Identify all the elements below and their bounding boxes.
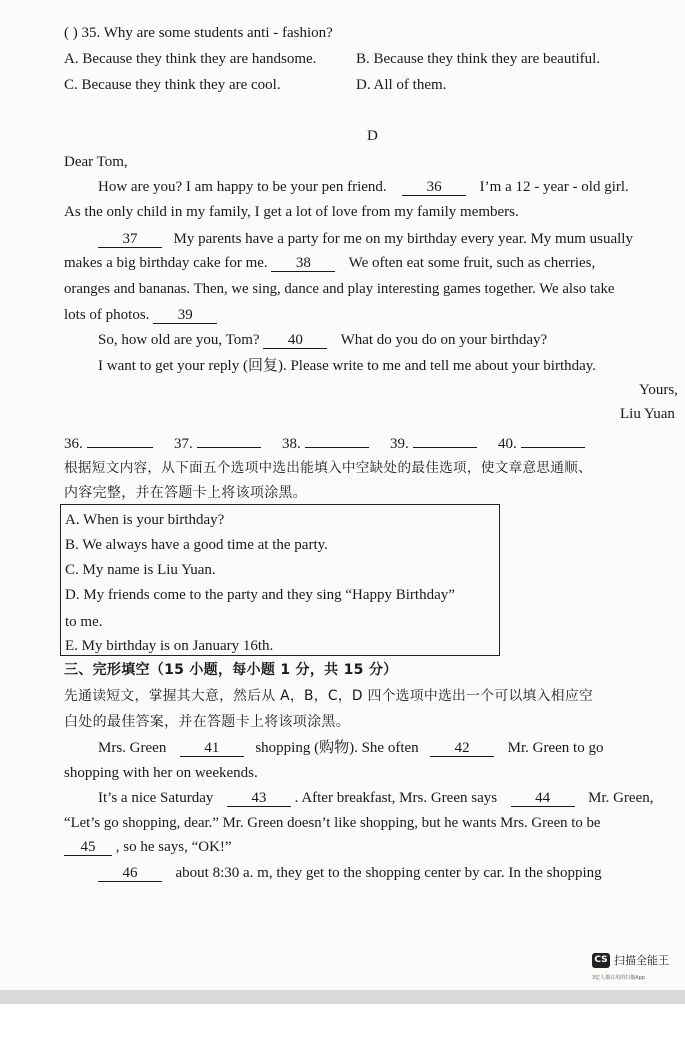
blank-45: 45 [64,840,112,856]
blank-38: 38 [271,256,335,272]
letter-line-1 [98,178,629,196]
instruction-d-line-2: 内容完整，并在答题卡上将该项涂黑。 [64,485,308,501]
letter-line-7 [98,331,547,349]
option-box-a: A. When is your birthday? [65,512,225,528]
letter-line-2: As the only child in my family, I get a lot of love from my family members. [64,204,519,220]
letter-line-5: oranges and bananas. Then, we sing, dance and play interesting games together. We also take [64,281,615,297]
letter-signature: Liu Yuan [620,406,675,422]
blank-39: 39 [153,308,217,324]
camscanner-tagline: 3亿人都在用的扫描App [592,975,645,981]
letter-closing: Yours, [639,382,678,398]
answer-blank-36 [87,433,153,448]
answer-blank-39 [413,433,477,448]
option-35-b: B. Because they think they are beautiful. [356,51,601,67]
section-3-instruction-2: 白处的最佳答案，并在答题卡上将该项涂黑。 [64,714,350,730]
section-3-title: 三、完形填空（15 小题，每小题 1 分，共 15 分） [64,662,398,678]
letter-text: lots of photos. [64,307,150,323]
answer-blanks-row [64,433,585,453]
blank-36: 36 [402,180,466,196]
answer-label-38: 38. [282,436,301,452]
cloze-text: . After breakfast, Mrs. Green says [294,790,498,806]
cloze-text: Mr. Green to go [507,740,604,756]
letter-text: My parents have a party for me on my birthday every year. My mum usually [173,231,633,247]
option-box-d: D. My friends come to the party and they sing “Happy Birthday” [65,587,455,603]
letter-line-4 [64,254,595,272]
cloze-text: , so he says, “OK!” [115,839,232,855]
instruction-d-line-1: 根据短文内容，从下面五个选项中选出能填入中空缺处的最佳选项，使文章意思通顺、 [64,460,592,476]
cloze-line-3 [98,789,653,807]
letter-text: How are you? I am happy to be your pen friend. [98,179,387,195]
answer-blank-37 [197,433,261,448]
option-box-c: C. My name is Liu Yuan. [65,562,216,578]
answer-label-37: 37. [174,436,193,452]
option-35-a: A. Because they think they are handsome. [64,51,317,67]
answer-blank-40 [521,433,585,448]
cloze-line-6 [98,864,602,882]
blank-42: 42 [430,741,494,757]
answer-label-36: 36. [64,436,83,452]
blank-40: 40 [263,333,327,349]
cloze-line-1 [98,739,603,757]
section-d-heading: D [367,128,378,144]
camscanner-name: 扫描全能王 [614,954,669,967]
blank-44: 44 [511,791,575,807]
section-3-instruction-1: 先通读短文，掌握其大意，然后从 A，B，C，D 四个选项中选出一个可以填入相应空 [64,688,594,704]
camscanner-logo: CS [592,953,610,968]
option-box-b: B. We always have a good time at the party. [65,537,328,553]
letter-text: What do you do on your birthday? [340,332,548,348]
cloze-text: Mrs. Green [98,740,167,756]
option-box-d-cont: to me. [65,614,103,630]
scroll-bottom-bar [0,990,685,1004]
cloze-line-5 [64,838,232,856]
cloze-line-2: shopping with her on weekends. [64,765,258,781]
answer-blank-38 [305,433,369,448]
option-35-d: D. All of them. [356,77,447,93]
cloze-text: Mr. Green, [588,790,654,806]
letter-text: I’m a 12 - year - old girl. [479,179,629,195]
letter-text: makes a big birthday cake for me. [64,255,268,271]
cloze-text: It’s a nice Saturday [98,790,214,806]
blank-43: 43 [227,791,291,807]
answer-label-40: 40. [498,436,517,452]
question-35 [64,24,333,42]
cloze-text: shopping (购物). She often [255,740,419,756]
letter-line-6 [64,306,217,324]
answer-label-39: 39. [390,436,409,452]
blank-37: 37 [98,232,162,248]
letter-salutation: Dear Tom, [64,154,128,170]
letter-line-3 [98,230,633,248]
answer-bracket: ( ) [64,25,78,41]
option-box-e: E. My birthday is on January 16th. [65,638,274,654]
question-35-text: 35. Why are some students anti - fashion? [81,25,333,41]
option-35-c: C. Because they think they are cool. [64,77,281,93]
letter-text: So, how old are you, Tom? [98,332,260,348]
blank-41: 41 [180,741,244,757]
cloze-text: about 8:30 a. m, they get to the shopping center by car. In the shopping [175,865,602,881]
blank-46: 46 [98,866,162,882]
cloze-line-4: “Let’s go shopping, dear.” Mr. Green doesn’t like shopping, but he wants Mrs. Green to be [64,815,601,831]
letter-text: We often eat some fruit, such as cherries, [348,255,596,271]
letter-line-8: I want to get your reply (回复). Please write to me and tell me about your birthday. [98,358,597,374]
